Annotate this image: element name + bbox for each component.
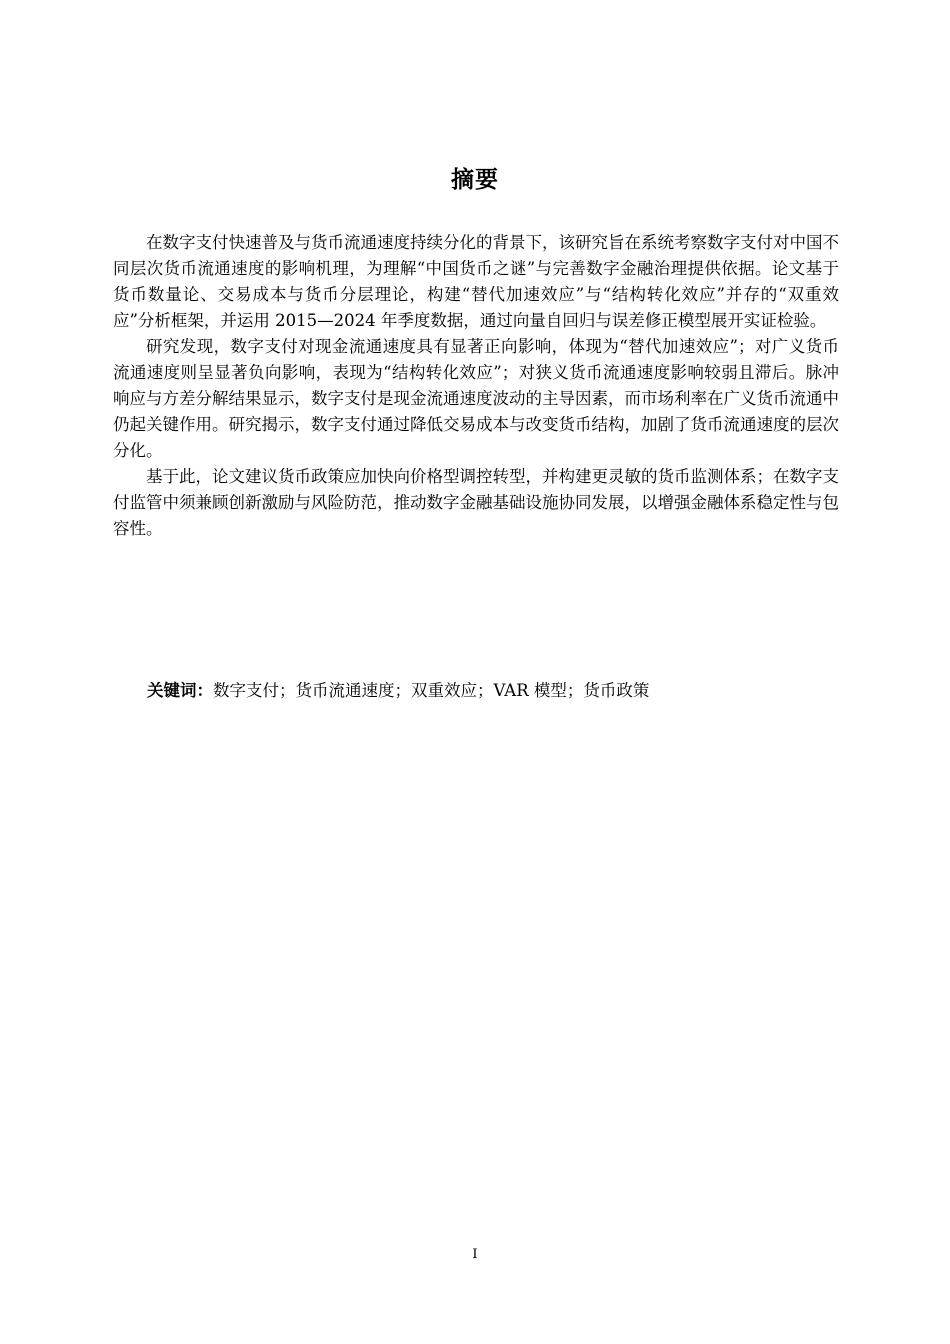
abstract-body [113, 230, 839, 542]
keywords-text: 数字支付；货币流通速度；双重效应；VAR 模型；货币政策 [213, 681, 650, 700]
abstract-paragraph-background: 在数字支付快速普及与货币流通速度持续分化的背景下，该研究旨在系统考察数字支付对中国不同层次货币流通速度的影响机理，为理解“中国货币之谜”与完善数字金融治理提供依据。论文基于货币数量论、交易成本与货币分层理论，构建“替代加速效应”与“结构转化效应”并存的“双重效应”分析框架，并运用 2015—2024 年季度数据，通过向量自回归与误差修正模型展开实证检验。 [113, 233, 839, 330]
page-title: 摘要 [451, 167, 499, 193]
abstract-paragraph-recommendations: 基于此，论文建议货币政策应加快向价格型调控转型，并构建更灵敏的货币监测体系；在数字支付监管中须兼顾创新激励与风险防范，推动数字金融基础设施协同发展，以增强金融体系稳定性与包容性。 [113, 467, 839, 538]
keywords-label: 关键词： [147, 681, 213, 700]
abstract-paragraph-findings: 研究发现，数字支付对现金流通速度具有显著正向影响，体现为“替代加速效应”；对广义货币流通速度则呈显著负向影响，表现为“结构转化效应”；对狭义货币流通速度影响较弱且滞后。脉冲响应与方差分解结果显示，数字支付是现金流通速度波动的主导因素，而市场利率在广义货币流通中仍起关键作用。研究揭示，数字支付通过降低交易成本与改变货币结构，加剧了货币流通速度的层次分化。 [113, 337, 839, 460]
page-number: I [472, 1247, 478, 1262]
keywords-line [147, 678, 837, 704]
